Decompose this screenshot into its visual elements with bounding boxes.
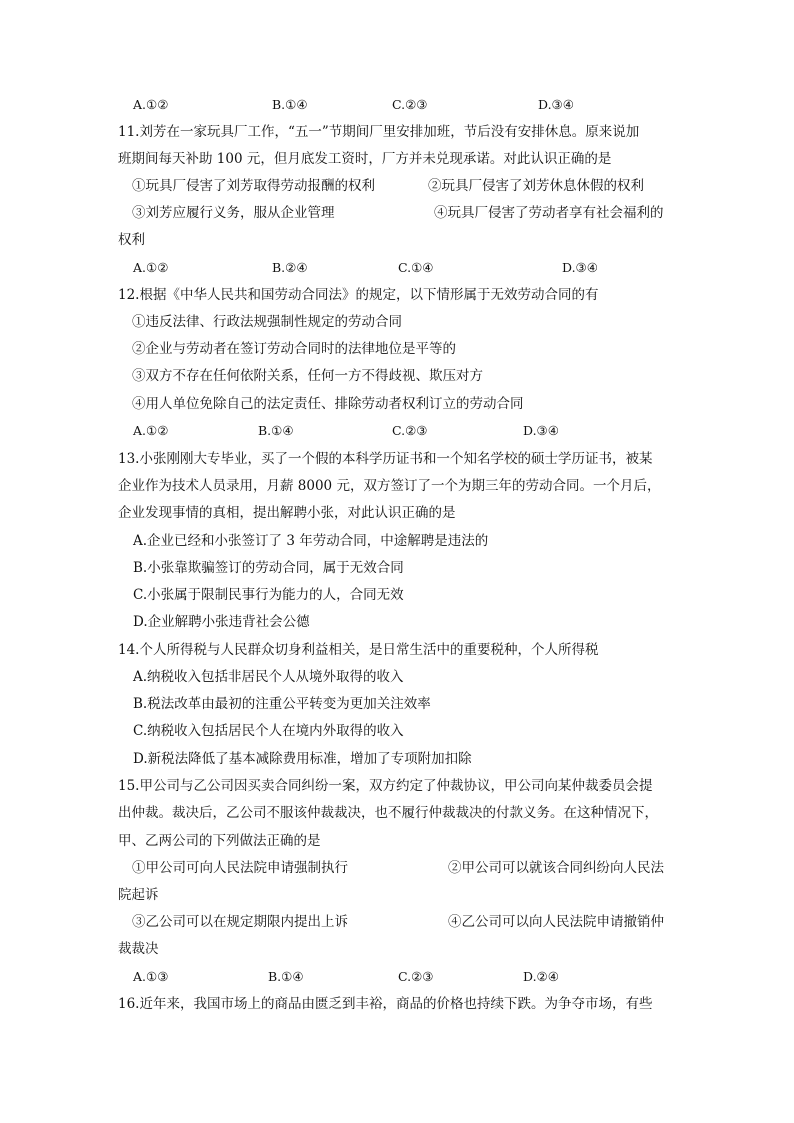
q15-statement-2: ②甲公司可以就该合同纠纷向人民法 — [448, 860, 664, 876]
q12-option-d: D.③④ — [523, 423, 559, 438]
q11-statements-row-1 — [0, 176, 794, 196]
q12-statement-3: ③双方不存在任何依附关系，任何一方不得歧视、欺压对方 — [132, 368, 483, 384]
q11-statements-row-2 — [0, 203, 794, 223]
q11-statement-1: ①玩具厂侵害了刘芳取得劳动报酬的权利 — [132, 178, 375, 194]
q12-option-a: A.①② — [133, 423, 169, 438]
q11-stem-line-1 — [0, 122, 794, 142]
q12-statement-1: ①违反法律、行政法规强制性规定的劳动合同 — [132, 314, 402, 330]
q12-option-c: C.②③ — [392, 423, 428, 438]
q15-statement-1: ①甲公司可向人民法院申请强制执行 — [132, 860, 348, 876]
q13-stem-text: 企业发现事情的真相，提出解聘小张，对此认识正确的是 — [118, 505, 456, 521]
q11-stem-line-2 — [0, 149, 794, 169]
q10-option-a: A.①② — [133, 97, 169, 112]
q15-option-b: B.①④ — [268, 969, 304, 984]
q15-option-c: C.②③ — [398, 969, 434, 984]
q15-statements-row-2 — [0, 912, 794, 932]
q14-option-b: B.税法改革由最初的注重公平转变为更加关注效率 — [133, 696, 431, 712]
q13-option-c-row — [0, 585, 794, 605]
q14-option-a-row — [0, 667, 794, 687]
q12-statement-row-3 — [0, 366, 794, 386]
q15-statement-4-wrap: 裁裁决 — [118, 941, 159, 957]
q10-options — [0, 95, 794, 115]
q11-stem-text: 11.刘芳在一家玩具厂工作，“五一”节期间厂里安排加班，节后没有安排休息。原来说加 — [118, 124, 640, 140]
q13-option-a-row — [0, 531, 794, 551]
q16-stem-line-1 — [0, 994, 794, 1014]
q14-stem-line-1 — [0, 640, 794, 660]
q14-option-d: D.新税法降低了基本减除费用标准，增加了专项附加扣除 — [133, 751, 472, 767]
q13-stem-line-2 — [0, 476, 794, 496]
q12-stem-line-1 — [0, 285, 794, 305]
q15-statements-row-1 — [0, 858, 794, 878]
q13-option-a: A.企业已经和小张签订了 3 年劳动合同，中途解聘是违法的 — [133, 533, 489, 549]
q11-option-a: A.①② — [133, 260, 169, 275]
q15-option-a: A.①③ — [133, 969, 169, 984]
q12-statement-2: ②企业与劳动者在签订劳动合同时的法律地位是平等的 — [132, 341, 456, 357]
q15-stem-line-3 — [0, 831, 794, 851]
q12-statement-row-1 — [0, 312, 794, 332]
q13-option-d: D.企业解聘小张违背社会公德 — [133, 614, 310, 630]
q11-statement-4-cont — [0, 230, 794, 250]
q10-option-c: C.②③ — [392, 97, 428, 112]
q15-statement-2-cont — [0, 885, 794, 905]
q15-statement-4: ④乙公司可以向人民法院申请撤销仲 — [448, 914, 664, 930]
q15-options — [0, 967, 794, 987]
q12-statement-4: ④用人单位免除自己的法定责任、排除劳动者权利订立的劳动合同 — [132, 396, 524, 412]
q12-statement-row-4 — [0, 394, 794, 414]
q13-option-b-row — [0, 558, 794, 578]
q14-option-c: C.纳税收入包括居民个人在境内外取得的收入 — [133, 723, 404, 739]
q14-option-c-row — [0, 721, 794, 741]
q10-option-b: B.①④ — [272, 97, 308, 112]
q11-statement-4-wrap: 权利 — [118, 232, 145, 248]
q11-option-c: C.①④ — [398, 260, 434, 275]
q13-option-d-row — [0, 612, 794, 632]
q13-option-c: C.小张属于限制民事行为能力的人，合同无效 — [133, 587, 404, 603]
q13-stem-line-3 — [0, 503, 794, 523]
q13-stem-text: 企业作为技术人员录用，月薪 8000 元，双方签订了一个为期三年的劳动合同。一个月后， — [118, 478, 661, 494]
q11-options — [0, 258, 794, 278]
q15-statement-4-cont — [0, 939, 794, 959]
q13-option-b: B.小张靠欺骗签订的劳动合同，属于无效合同 — [133, 560, 404, 576]
q10-option-d: D.③④ — [538, 97, 574, 112]
q15-statement-2-wrap: 院起诉 — [118, 887, 159, 903]
q12-stem-text: 12.根据《中华人民共和国劳动合同法》的规定，以下情形属于无效劳动合同的有 — [118, 287, 599, 303]
q14-stem-text: 14.个人所得税与人民群众切身利益相关，是日常生活中的重要税种，个人所得税 — [118, 642, 599, 658]
q14-option-d-row — [0, 749, 794, 769]
q11-option-b: B.②④ — [272, 260, 308, 275]
q12-option-b: B.①④ — [258, 423, 294, 438]
q13-stem-text: 13.小张刚刚大专毕业，买了一个假的本科学历证书和一个知名学校的硕士学历证书，被某 — [118, 451, 653, 467]
q16-stem-text: 16.近年来，我国市场上的商品由匮乏到丰裕，商品的价格也持续下跌。为争夺市场，有些 — [118, 996, 653, 1012]
q12-statement-row-2 — [0, 339, 794, 359]
q12-options — [0, 421, 794, 441]
q15-stem-text: 15.甲公司与乙公司因买卖合同纠纷一案，双方约定了仲裁协议，甲公司向某仲裁委员会提 — [118, 778, 653, 794]
q11-statement-2: ②玩具厂侵害了刘芳休息休假的权利 — [428, 178, 644, 194]
q11-statement-3: ③刘芳应履行义务，服从企业管理 — [132, 205, 335, 221]
q15-option-d: D.②④ — [523, 969, 559, 984]
q15-stem-line-2 — [0, 803, 794, 823]
q15-statement-3: ③乙公司可以在规定期限内提出上诉 — [132, 914, 348, 930]
q15-stem-line-1 — [0, 776, 794, 796]
q14-option-a: A.纳税收入包括非居民个人从境外取得的收入 — [133, 669, 404, 685]
q15-stem-text: 甲、乙两公司的下列做法正确的是 — [118, 833, 321, 849]
q11-statement-4: ④玩具厂侵害了劳动者享有社会福利的 — [434, 205, 664, 221]
q15-stem-text: 出仲裁。裁决后，乙公司不服该仲裁裁决，也不履行仲裁裁决的付款义务。在这种情况下， — [118, 805, 658, 821]
q13-stem-line-1 — [0, 449, 794, 469]
q11-option-d: D.③④ — [562, 260, 598, 275]
q11-stem-text: 班期间每天补助 100 元，但月底发工资时，厂方并未兑现承诺。对此认识正确的是 — [118, 151, 612, 167]
q14-option-b-row — [0, 694, 794, 714]
